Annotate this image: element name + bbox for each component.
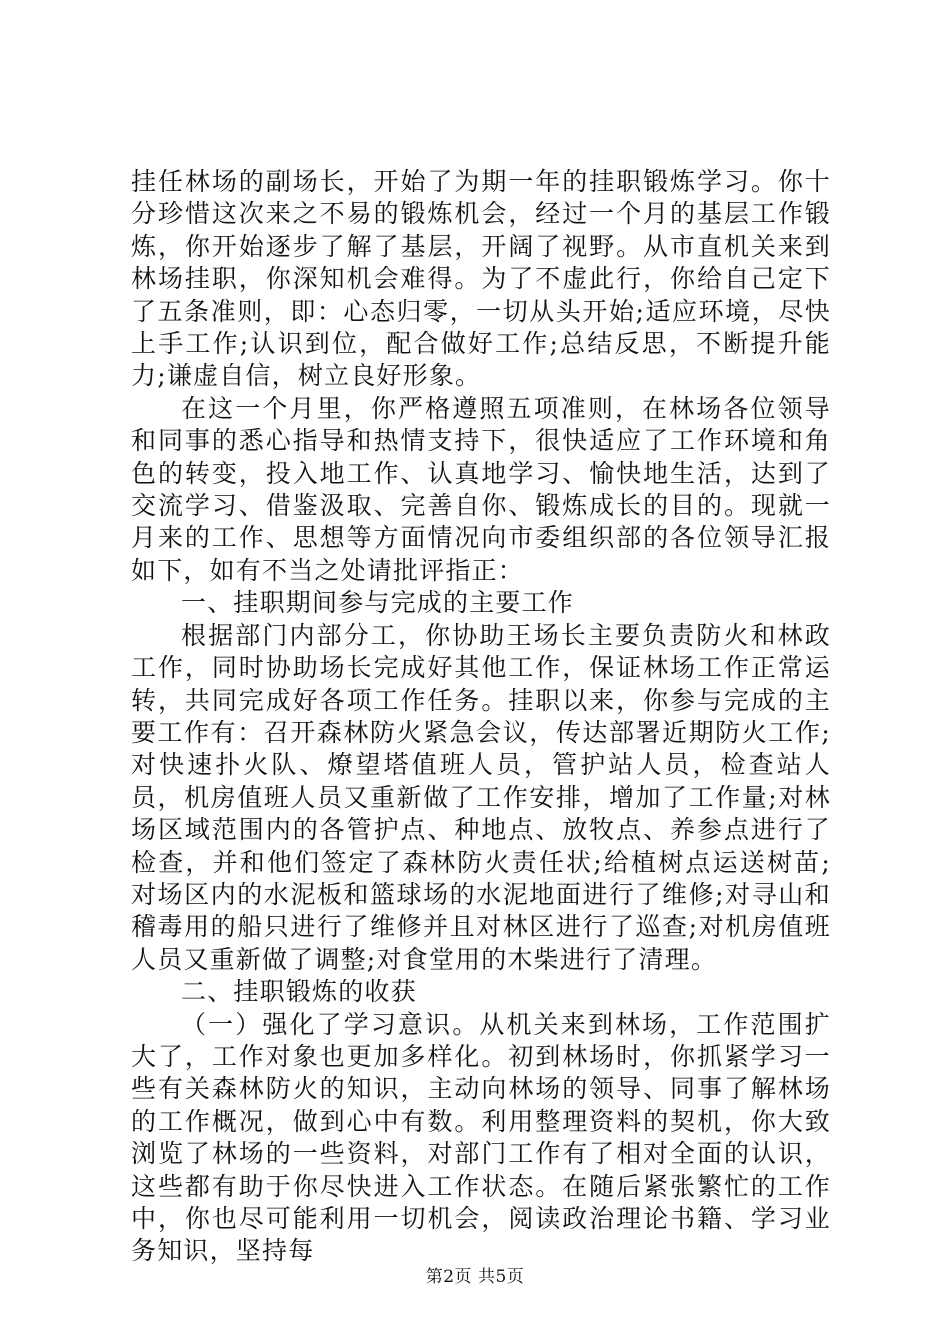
paragraph-intro: 挂任林场的副场长，开始了为期一年的挂职锻炼学习。你十分珍惜这次来之不易的锻炼机会，经过一个月的基层工作锻炼，你开始逐步了解了基层，开阔了视野。从市直机关来到林场挂职，你深知机会难得。为了不虚此行，你给自己定下了五条准则，即：心态归零，一切从头开始;适应环境，尽快上手工作;认识到位，配合做好工作;总结反思，不断提升能力;谦虚自信，树立良好形象。 bbox=[131, 167, 831, 391]
document-body bbox=[131, 166, 831, 1268]
section-heading-gains: 二、挂职锻炼的收获 bbox=[181, 977, 417, 1007]
paragraph-main-work: 根据部门内部分工，你协助王场长主要负责防火和林政工作，同时协助场长完成好其他工作，保证林场工作正常运转，共同完成好各项工作任务。挂职以来，你参与完成的主要工作有：召开森林防火紧急会议，传达部署近期防火工作;对快速扑火队、燎望塔值班人员，管护站人员，检查站人员，机房值班人员又重新做了工作安排，增加了工作量;对林场区域范围内的各管护点、种地点、放牧点、养参点进行了检查，并和他们签定了森林防火责任状;给植树点运送树苗;对场区内的水泥板和篮球场的水泥地面进行了维修;对寻山和稽毒用的船只进行了维修并且对林区进行了巡查;对机房值班人员又重新做了调整;对食堂用的木柴进行了清理。 bbox=[131, 620, 831, 974]
section-heading-main-work: 一、挂职期间参与完成的主要工作 bbox=[181, 588, 575, 618]
page-number-footer: 第2页 共5页 bbox=[425, 1267, 525, 1287]
paragraph-learning: （一）强化了学习意识。从机关来到林场，工作范围扩大了，工作对象也更加多样化。初到林场时，你抓紧学习一些有关森林防火的知识，主动向林场的领导、同事了解林场的工作概况，做到心中有数。利用整理资料的契机，你大致浏览了林场的一些资料，对部门工作有了相对全面的认识，这些都有助于你尽快进入工作状态。在随后紧张繁忙的工作中，你也尽可能利用一切机会，阅读政治理论书籍、学习业务知识，坚持每 bbox=[131, 1009, 831, 1266]
paragraph-month-summary: 在这一个月里，你严格遵照五项准则，在林场各位领导和同事的悉心指导和热情支持下，很快适应了工作环境和角色的转变，投入地工作、认真地学习、愉快地生活，达到了交流学习、借鉴汲取、完善自你、锻炼成长的目的。现就一月来的工作、思想等方面情况向市委组织部的各位领导汇报如下，如有不当之处请批评指正： bbox=[131, 393, 831, 585]
